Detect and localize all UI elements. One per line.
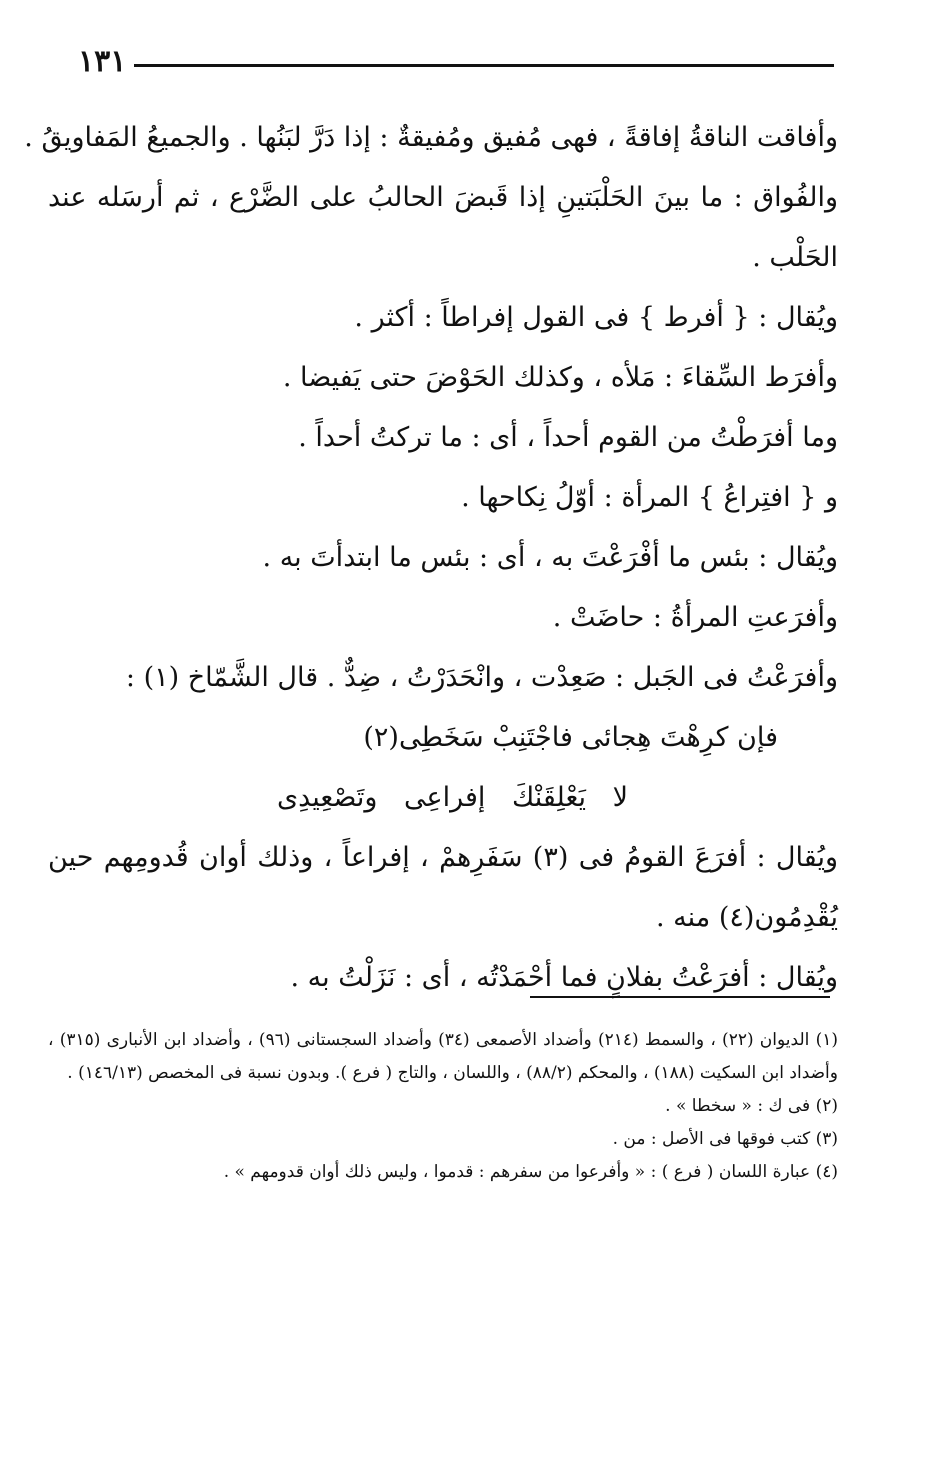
text-line-5: وما أفرَطْتُ من القوم أحداً ، أى : ما تركتُ أحداً . <box>298 422 838 453</box>
main-text <box>24 108 838 1008</box>
text-line-7: ويُقال : بئس ما أفْرَعْتَ به ، أى : بئس ما ابتدأتَ به . <box>262 542 838 573</box>
text-line-10: ويُقال : أفرَعَ القومُ فى (٣) سَفَرِهمْ ، إفراعاً ، وذلك أوان قُدومِهم حين يُقْدِمُون(٤) منه . <box>48 842 838 933</box>
verse-line-1: فإن كرِهْتَ هِجائى فاجْتَنِبْ سَخَطِى(٢) <box>363 722 778 753</box>
footnote-2: (٢) فى ك : « سخطا » . <box>665 1096 838 1116</box>
text-line-8: وأفرَعتِ المرأةُ : حاضَتْ . <box>552 602 838 633</box>
footnote-4: (٤) عبارة اللسان ( فرع ) : « وأفرعوا من سفرهم : قدموا ، وليس ذلك أوان قدومهم » . <box>223 1162 838 1182</box>
page-number: ١٣١ <box>78 44 127 79</box>
text-line-3: ويُقال : { أفرط } فى القول إفراطاً : أكثر . <box>354 302 838 333</box>
text-line-9: وأفرَعْتُ فى الجَبل : صَعِدْت ، وانْحَدَرْتُ ، ضِدٌّ . قال الشَّمّاخ (١) : <box>125 662 838 693</box>
footnote-3: (٣) كتب فوقها فى الأصل : من . <box>612 1129 838 1149</box>
footnotes <box>48 1024 838 1189</box>
text-line-2: والفُواق : ما بينَ الحَلْبَتينِ إذا قَبضَ الحالبُ على الضَّرْع ، ثم أرسَله عند الحَلْب . <box>48 182 838 273</box>
text-line-4: وأفرَط السِّقاءَ : مَلأه ، وكذلك الحَوْضَ حتى يَفيضا . <box>282 362 838 393</box>
text-line-11: ويُقال : أفرَعْتُ بفلانٍ فما أحْمَدْتُه ، أى : نَزَلْتُ به . <box>290 962 838 993</box>
text-line-6: و { افتِراعُ } المرأة : أوّلُ نِكاحها . <box>461 482 838 513</box>
text-line-1: وأفاقت الناقةُ إفاقةً ، فهى مُفيق ومُفيقةٌ : إذا دَرَّ لبَنُها . والجميعُ المَفاويقُ . <box>24 122 838 153</box>
footnote-1: (١) الديوان (٢٢) ، والسمط (٢١٤) وأضداد الأصمعى (٣٤) وأضداد السجستانى (٩٦) ، وأضداد ابن الأنبارى (٣١٥) ، وأضداد ابن السكيت (١٨٨) ، والمحكم (٨٨/٢) ، واللسان ، والتاج ( فرع ). وبدون نسبة فى المخصص (١٤٦/١٣) . <box>48 1030 838 1083</box>
verse-line-2: لا يَعْلِقَنْكَ إفراعِى وتَصْعِيدِى <box>276 782 628 813</box>
footnote-separator <box>530 996 830 998</box>
header-rule <box>134 64 834 67</box>
